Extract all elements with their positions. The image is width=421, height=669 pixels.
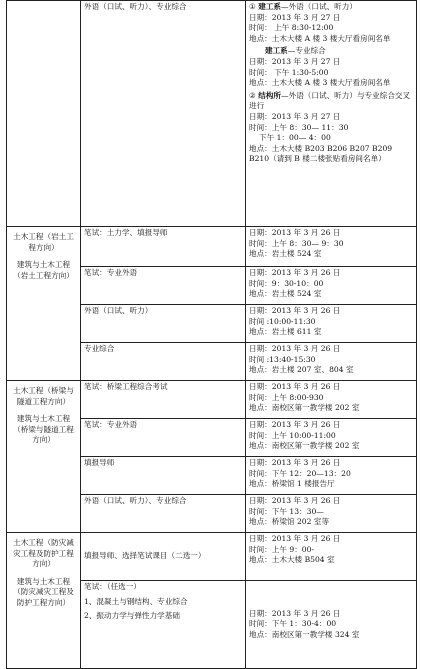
subject-cell: 外语（口试、听力） <box>81 305 246 343</box>
schedule-info-cell <box>246 1 417 227</box>
schedule-info-cell: 日期：2013 年 3 月 26 日 时间：上午 10:00-11:00 地点：南校区第一教学楼 202 室 <box>246 419 417 457</box>
schedule-info-cell: 日期：2013 年 3 月 26 日 时间：下午 1：30-4：00 地点：南校区第一教学楼 324 室 <box>246 581 417 669</box>
subject-cell: 填报导师 <box>81 457 246 495</box>
schedule-info-cell: 日期：2013 年 3 月 26 日 时间：下午 12：20—13：20 地点：桥梁馆 1 楼报告厅 <box>246 457 417 495</box>
major-label: 土木工程（桥梁与隧道工程方向） <box>13 386 74 406</box>
schedule-info-cell: 日期：2013 年 3 月 26 日 时间：上午 9：00- 地点：土木大楼 B504 室 <box>246 533 417 581</box>
major-label: 建筑与土木工程（岩土工程方向） <box>13 260 74 280</box>
major-label: 土木工程（岩土工程方向） <box>13 232 74 252</box>
schedule-info-cell: 日期：2013 年 3 月 26 日 时间 :13:40-15:30 地点：岩土楼 207 室、804 室 <box>246 343 417 381</box>
subject-cell: 笔试：专业外语 <box>81 419 246 457</box>
major-cell <box>7 381 81 533</box>
subject-cell: 外语（口试、听力）、专业综合 <box>81 495 246 533</box>
subject-cell: 笔试：桥梁工程综合考试 <box>81 381 246 419</box>
schedule-info-cell: 日期：2013 年 3 月 26 日 时间 :10:00-11:30 地点：岩土楼 611 室 <box>246 305 417 343</box>
schedule-block: ② 结构所—外语（口试、听力）与专业综合交叉进行 日期：2013 年 3 月 27 日 时间：上午 8：30— 11：30 下午 1：00— 4：00 地点：土木大楼 B203 B206 B207 B209 B210（请到 B 楼二楼张贴看房间名单） <box>249 90 411 164</box>
schedule-info-cell: 日期：2013 年 3 月 26 日 时间：上午 8：30— 9：30 地点：岩土楼 524 室 <box>246 227 417 267</box>
table-row <box>7 533 417 581</box>
major-cell <box>7 227 81 381</box>
major-cell-empty <box>7 1 81 227</box>
schedule-table <box>6 0 417 669</box>
major-cell <box>7 533 81 669</box>
subject-cell: 填报导师、选择笔试课目（二选一） <box>81 533 246 581</box>
major-label: 土木工程（防灾减灾工程及防护工程方向） <box>13 538 74 569</box>
subject-cell: 笔试：土力学、填报导师 <box>81 227 246 267</box>
table-row <box>7 381 417 419</box>
schedule-block: 建工系—专业综合 日期：2013 年 3 月 27 日 时间： 下午 1:30-5:00 地点：土木大楼 A 楼 3 楼大厅看房间名单 <box>249 46 391 88</box>
subject-cell: 笔试：（任选一） 1、混凝土与钢结构、专业综合 2、振动力学与弹性力学基础 <box>81 581 246 669</box>
schedule-block: ① 建工系—外语（口试、听力） 日期：2013 年 3 月 27 日 时间： 上午 8:30-12:00 地点：土木大楼 A 楼 3 楼大厅看房间名单 <box>249 2 391 43</box>
subject-cell: 外语（口试、听力）、专业综合 <box>81 1 246 227</box>
schedule-info-cell: 日期：2013 年 3 月 26 日 时间：9：30-10：00 地点：岩土楼 524 室 <box>246 267 417 305</box>
table-row <box>7 227 417 267</box>
major-label: 建筑与土木工程（桥梁与隧道工程方向） <box>13 414 74 445</box>
subject-cell: 笔试：专业外语 <box>81 267 246 305</box>
schedule-info-cell: 日期：2013 年 3 月 26 日 时间：下午 13：30— 地点：桥梁馆 202 室等 <box>246 495 417 533</box>
schedule-info-cell: 日期：2013 年 3 月 26 日 时间：上午 8:00-930 地点：南校区第一教学楼 202 室 <box>246 381 417 419</box>
major-label: 建筑与土木工程（防灾减灾工程及防护工程方向） <box>13 576 74 607</box>
table-row <box>7 1 417 227</box>
subject-cell: 专业综合 <box>81 343 246 381</box>
